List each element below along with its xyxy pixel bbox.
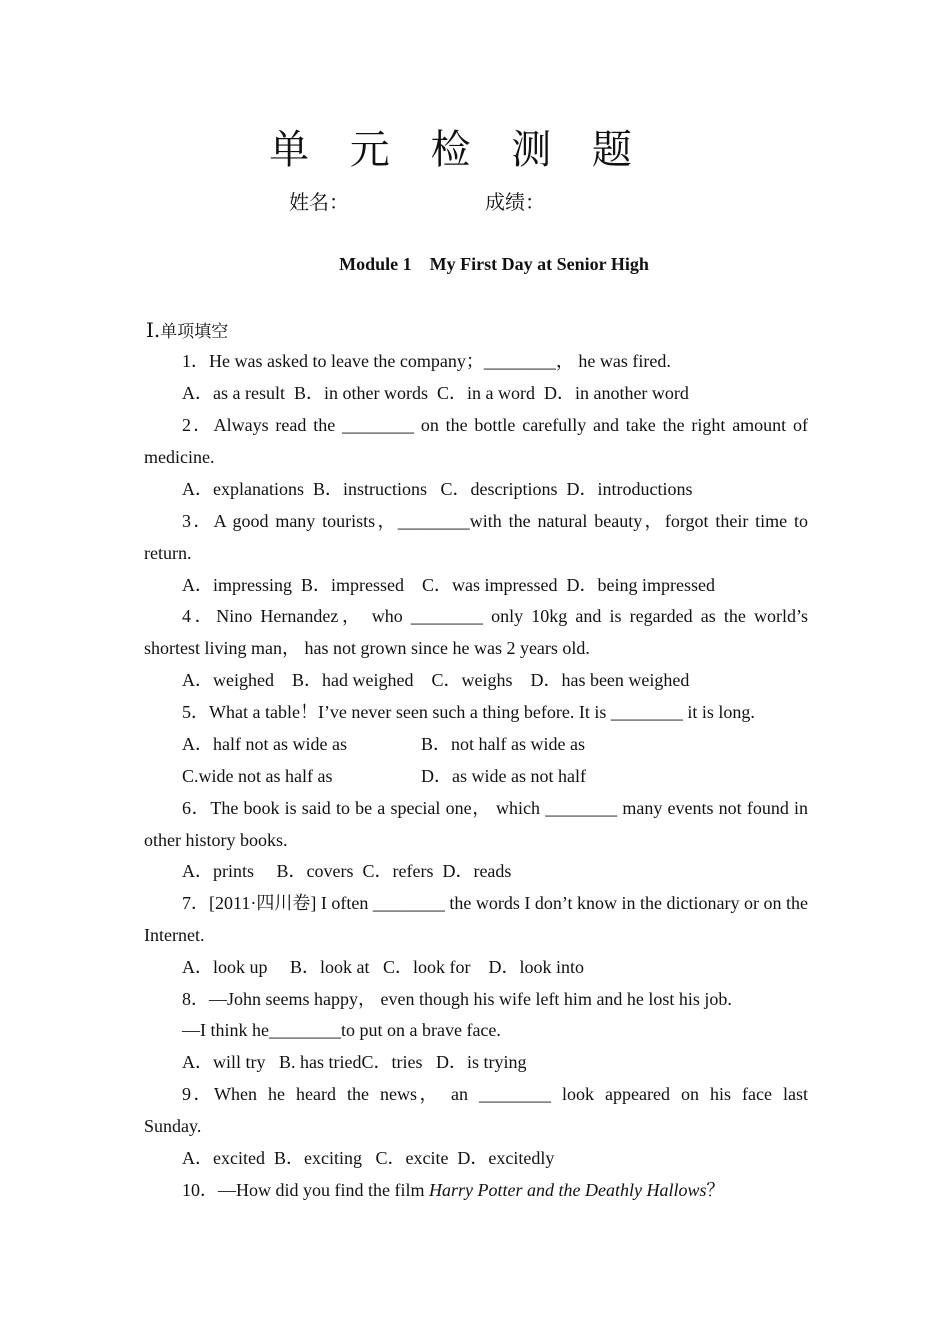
- question-10: [144, 1174, 808, 1206]
- question-7-options: A．look up B．look at C．look for D．look into: [182, 957, 584, 977]
- question-stem: 3．A good many tourists，________with the natural beauty，forgot their time to return.: [144, 511, 808, 563]
- question-8-reply: [144, 1014, 808, 1046]
- question-5-option-d: D．as wide as not half: [421, 766, 586, 786]
- section-label: 单项填空: [160, 322, 229, 342]
- question-5-option-a: A．half not as wide as: [182, 734, 347, 754]
- question-stem-start: 10．—How did you find the film: [182, 1180, 429, 1200]
- question-stem: 9．When he heard the news， an ________ look appeared on his face last Sunday.: [144, 1084, 808, 1136]
- question-reply: —I think he________to put on a brave face.: [182, 1020, 501, 1040]
- question-4-options: A．weighed B．had weighed C．weighs D．has been weighed: [182, 670, 690, 690]
- question-stem: 2．Always read the ________ on the bottle carefully and take the right amount of medicine.: [144, 415, 808, 467]
- question-8-options: A．will try B. has triedC．tries D．is trying: [182, 1052, 527, 1072]
- section-numeral: Ⅰ.: [146, 318, 161, 342]
- question-stem: 1．He was asked to leave the company；________， he was fired.: [182, 351, 671, 371]
- question-stem: 7．[2011·四川卷] I often ________ the words I don’t know in the dictionary or on the Internet.: [144, 893, 808, 945]
- question-1: [144, 345, 808, 377]
- question-6: [144, 792, 808, 856]
- question-5-option-c: C.wide not as half as: [182, 766, 333, 786]
- question-3: [144, 505, 808, 569]
- question-9-options: A．excited B．exciting C．excite D．excitedly: [182, 1148, 555, 1168]
- section-heading: [146, 317, 228, 342]
- module-title: Module 1 My First Day at Senior High: [339, 254, 649, 274]
- score-field-label: 成绩：: [485, 190, 545, 214]
- question-stem-end: ？: [706, 1180, 725, 1200]
- name-field-label: 姓名：: [289, 190, 349, 214]
- question-stem: 4．Nino Hernandez， who ________ only 10kg and is regarded as the world’s shortest living man， has not grown since he was 2 years old.: [144, 606, 808, 658]
- question-5-option-b: B．not half as wide as: [421, 734, 585, 754]
- question-stem: 8．—John seems happy， even though his wife left him and he lost his job.: [182, 989, 732, 1009]
- page-title: 单 元 检 测 题: [269, 127, 646, 173]
- question-2: [144, 409, 808, 473]
- question-5: [144, 696, 808, 728]
- question-4: [144, 600, 808, 664]
- question-stem: 5．What a table！I’ve never seen such a thing before. It is ________ it is long.: [182, 702, 755, 722]
- question-9: [144, 1078, 808, 1142]
- question-stem: 6．The book is said to be a special one， which ________ many events not found in other history books.: [144, 798, 808, 850]
- question-7: [144, 887, 808, 951]
- question-2-options: A．explanations B．instructions C．descriptions D．introductions: [182, 479, 693, 499]
- film-title: Harry Potter and the Deathly Hallows: [428, 1180, 707, 1200]
- question-6-options: A．prints B．covers C．refers D．reads: [182, 861, 512, 881]
- question-1-options: A．as a result B．in other words C．in a word D．in another word: [182, 383, 689, 403]
- question-8: [144, 983, 808, 1015]
- question-3-options: A．impressing B．impressed C．was impressed D．being impressed: [182, 575, 715, 595]
